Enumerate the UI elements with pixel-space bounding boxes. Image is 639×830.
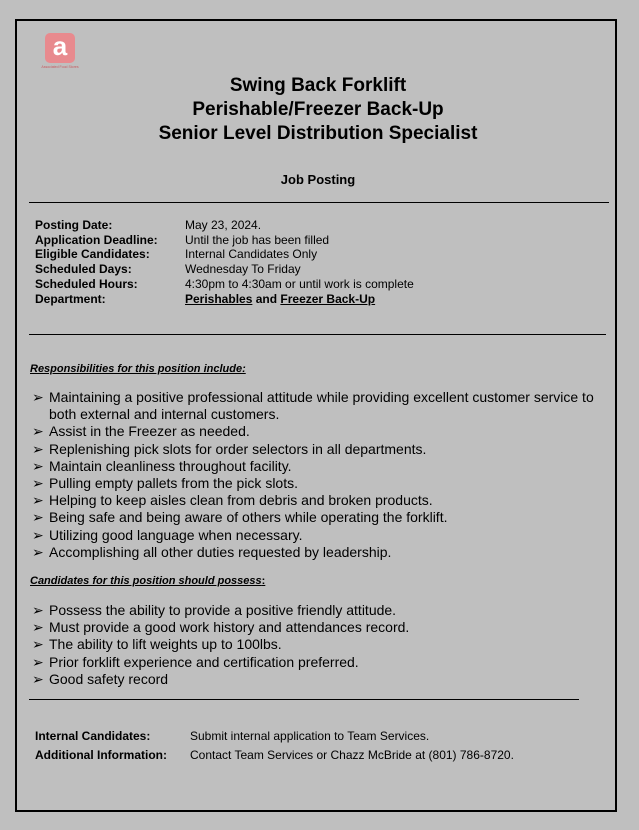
divider-middle — [29, 334, 606, 335]
bullet-arrow-icon: ➢ — [32, 440, 44, 457]
detail-label: Eligible Candidates: — [35, 247, 150, 262]
detail-label: Application Deadline: — [35, 232, 158, 247]
footer-value: Contact Team Services or Chazz McBride at (801) 786-8720. — [190, 748, 514, 762]
list-item — [32, 602, 612, 619]
candidates-heading-colon: : — [261, 575, 266, 587]
department-conjunction: and — [252, 291, 281, 306]
title-line-2: Perishable/Freezer Back-Up — [192, 99, 444, 120]
footer-label: Internal Candidates: — [35, 729, 151, 743]
bullet-arrow-icon: ➢ — [32, 475, 44, 492]
list-item — [32, 527, 612, 544]
list-item — [32, 509, 612, 526]
bullet-arrow-icon: ➢ — [32, 457, 44, 474]
bullet-arrow-icon: ➢ — [32, 619, 44, 636]
list-item — [32, 389, 612, 423]
detail-label: Scheduled Days: — [35, 262, 132, 277]
responsibilities-heading: Responsibilities for this position include: — [30, 363, 246, 375]
list-item — [32, 671, 612, 688]
detail-value: Wednesday To Friday — [185, 262, 301, 277]
list-item-text: Prior forklift experience and certification preferred. — [49, 653, 359, 670]
detail-value: Until the job has been filled — [185, 232, 330, 247]
contact-info — [35, 727, 514, 765]
list-item-text: Accomplishing all other duties requested by leadership. — [49, 543, 392, 560]
list-item — [32, 423, 612, 440]
detail-value — [185, 292, 375, 307]
list-item — [32, 636, 612, 653]
responsibilities-list — [32, 389, 612, 561]
detail-label: Scheduled Hours: — [35, 276, 138, 291]
list-item — [32, 475, 612, 492]
bullet-arrow-icon: ➢ — [32, 492, 44, 509]
candidates-heading-text: Candidates for this position should possess — [30, 575, 262, 587]
title-line-3: Senior Level Distribution Specialist — [158, 123, 478, 144]
bullet-arrow-icon: ➢ — [32, 636, 44, 653]
list-item-text: Possess the ability to provide a positive friendly attitude. — [49, 602, 397, 618]
divider-bottom — [29, 699, 579, 700]
footer-value: Submit internal application to Team Services. — [190, 729, 430, 743]
footer-row-additional — [35, 746, 514, 765]
detail-row-scheduled-days — [35, 262, 414, 277]
candidates-list — [32, 602, 612, 688]
bullet-arrow-icon: ➢ — [32, 602, 44, 618]
company-logo — [37, 33, 83, 73]
department-perishables: Perishables — [185, 291, 253, 306]
bullet-arrow-icon: ➢ — [32, 423, 44, 440]
detail-value: Internal Candidates Only — [185, 247, 318, 262]
list-item — [32, 654, 612, 671]
list-item-text: Helping to keep aisles clean from debris and broken products. — [49, 492, 433, 509]
detail-row-eligible-candidates — [35, 247, 414, 262]
detail-value: 4:30pm to 4:30am or until work is complete — [185, 276, 414, 291]
list-item-text: Replenishing pick slots for order selectors in all departments. — [49, 440, 427, 457]
detail-value: May 23, 2024. — [185, 218, 262, 232]
posting-details — [35, 218, 414, 306]
list-item-text: Good safety record — [49, 670, 169, 687]
list-item-text: Maintaining a positive professional attitude while providing excellent customer service to both external and internal customers. — [49, 389, 594, 423]
bullet-arrow-icon: ➢ — [32, 670, 44, 687]
detail-row-posting-date — [35, 218, 414, 233]
list-item-text: Must provide a good work history and attendances record. — [49, 619, 410, 636]
bullet-arrow-icon: ➢ — [32, 526, 44, 543]
detail-label: Posting Date: — [35, 218, 113, 232]
department-freezer-backup: Freezer Back-Up — [280, 291, 376, 306]
logo-caption: Associated Food Stores — [41, 65, 79, 69]
bullet-arrow-icon: ➢ — [32, 389, 44, 405]
list-item — [32, 544, 612, 561]
detail-row-department — [35, 292, 414, 307]
footer-row-internal — [35, 727, 514, 746]
divider-top — [29, 202, 609, 203]
detail-row-application-deadline — [35, 233, 414, 248]
job-posting-subtitle: Job Posting — [280, 172, 356, 187]
candidates-heading — [30, 575, 265, 587]
posting-title — [17, 74, 619, 146]
bullet-arrow-icon: ➢ — [32, 509, 44, 526]
list-item — [32, 492, 612, 509]
bullet-arrow-icon: ➢ — [32, 653, 44, 670]
logo-letter: a — [52, 31, 68, 61]
title-line-1: Swing Back Forklift — [229, 75, 407, 96]
list-item — [32, 458, 612, 475]
list-item — [32, 441, 612, 458]
detail-label: Department: — [35, 291, 106, 306]
list-item-text: Being safe and being aware of others while operating the forklift. — [49, 509, 448, 526]
list-item-text: Assist in the Freezer as needed. — [49, 423, 250, 440]
bullet-arrow-icon: ➢ — [32, 543, 44, 560]
footer-label: Additional Information: — [35, 748, 167, 762]
detail-row-scheduled-hours — [35, 277, 414, 292]
list-item-text: Maintain cleanliness throughout facility. — [49, 457, 292, 474]
list-item — [32, 619, 612, 636]
list-item-text: Pulling empty pallets from the pick slots. — [49, 475, 298, 492]
list-item-text: Utilizing good language when necessary. — [49, 526, 303, 543]
list-item-text: The ability to lift weights up to 100lbs. — [49, 636, 282, 653]
job-posting-page — [15, 19, 617, 812]
